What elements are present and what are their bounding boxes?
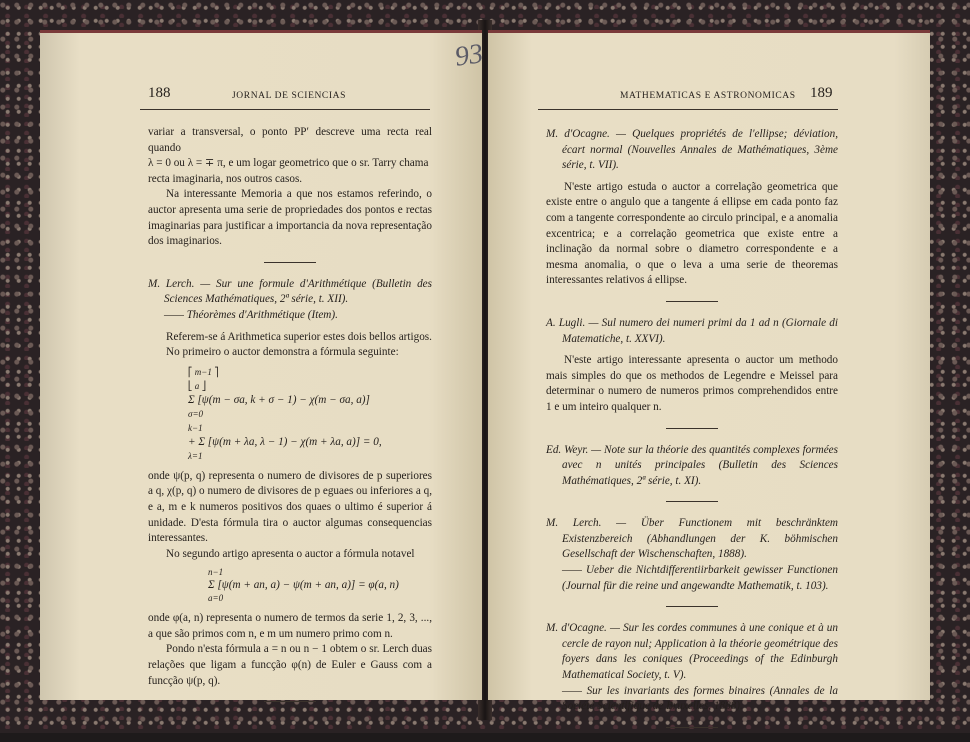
formula-1-line-4: σ=0 <box>188 408 204 419</box>
formula-lerch-2 <box>148 566 432 605</box>
lerch-2-reference: M. Lerch. — Über Functionem mit beschränktem Existenzbereich (Abhandlungen der K. böhmischen Gesellschaft der Wischenschaften, 1888). <box>546 517 838 561</box>
left-running-head: JORNAL DE SCIENCIAS <box>232 91 346 101</box>
lerch-reference: M. Lerch. — Sur une formule d'Arithmétique (Bulletin des Sciences Mathématiques, 2ª série, t. XII). <box>148 277 432 306</box>
formula-1-line-2: ⎣ a ⎦ <box>188 380 206 391</box>
intro-line-3: recta imaginaria, nos outros casos. <box>148 172 303 185</box>
formula-1-line-1: ⎡ m−1 ⎤ <box>188 366 219 377</box>
ocagne-1-reference: M. d'Ocagne. — Quelques propriétés de l'ellipse; déviation, écart normal (Nouvelles Annales de Mathématiques, 3ème série, t. VII). <box>546 128 838 172</box>
intro-paragraph: Na interessante Memoria a que nos estamos referindo, o auctor apresenta uma serie de propriedades dos pontos e rectas imaginarias para justificar a importancia da nova representação dos imaginarios. <box>148 188 432 248</box>
formula-1-line-6: + Σ [ψ(m + λa, λ − 1) − χ(m + λa, a)] = 0, <box>188 435 382 448</box>
right-running-head: MATHEMATICAS E ASTRONOMICAS <box>620 91 796 101</box>
left-page-number: 188 <box>148 85 171 101</box>
onde-paragraph: onde ψ(p, q) representa o numero de divisores de p superiores a q, χ(p, q) o numero de divisores de p eguaes ou inferiores a q, e a, m e k numeros positivos dos quaes o ultimo é superior á unidade. D'esta fórmula tira o auctor algumas consequencias interessantes. <box>148 469 432 545</box>
lugli-paragraph: N'este artigo interessante apresenta o auctor um methodo mais simples do que os methodos de Legendre e Meissel para determinar o numero de numeros primos comprehendidos entre 1 e um inteiro qualquer n. <box>546 354 838 413</box>
right-page-number: 189 <box>810 85 833 101</box>
formula-2-line-2: Σ [ψ(m + an, a) − ψ(m + an, a)] = φ(a, n) <box>208 579 399 592</box>
ocagne-2-reference-2: —— Sur les invariants des formes binaires (Annales de la Société Scientifique de Bruxelles, 1888). <box>562 684 838 713</box>
lugli-reference: A. Lugli. — Sul numero dei numeri primi da 1 ad n (Giornale di Matematiche, t. XXVI). <box>546 316 838 345</box>
left-page <box>40 30 482 700</box>
ocagne-1-paragraph: N'este artigo estuda o auctor a correlação geometrica que existe entre o angulo que a tangente á ellipse em cada ponto faz com a tangente correspondente ao circulo principal, e a anomalia excentrica; e a correlação geometrica que existe entre a inclinação da normal sobre o diametro correspondente e a mesma anomalia, o que o leva a uma serie de theoremas interessantes relativos á ellipse. <box>546 180 838 287</box>
separator-rule <box>264 262 316 263</box>
lerch-paragraph-2: No primeiro o auctor demonstra a fórmula seguinte: <box>166 346 399 359</box>
separator-rule <box>666 501 718 502</box>
right-header-rule <box>538 109 838 110</box>
separator-rule <box>666 428 718 429</box>
handwritten-mark: 93 <box>452 38 485 73</box>
intro-line-2: λ = 0 ou λ = ∓ π, e um logar geometrico que o sr. Tarry chama <box>148 157 429 170</box>
formula-1-line-7: λ=1 <box>188 450 203 461</box>
separator-rule <box>666 606 718 607</box>
lerch-paragraph-1: Referem-se á Arithmetica superior estes dois bellos artigos. <box>166 330 432 343</box>
segundo-paragraph: No segundo artigo apresenta o auctor a fórmula notavel <box>166 547 415 560</box>
formula-1-line-3: Σ [ψ(m − σa, k + σ − 1) − χ(m − σa, a)] <box>188 393 370 406</box>
weyr-reference: Ed. Weyr. — Note sur la théorie des quantités complexes formées avec n unités principales (Bulletin des Sciences Mathématiques, 2ª série, t. XI). <box>546 443 838 487</box>
right-text-column <box>546 127 838 742</box>
separator-rule <box>264 701 316 702</box>
separator-rule <box>666 727 718 728</box>
right-page <box>488 30 930 713</box>
formula-2-line-3: a=0 <box>208 593 224 604</box>
formula-lerch-1 <box>148 365 432 463</box>
intro-line-1: variar a transversal, o ponto PP′ descreve uma recta real quando <box>148 126 432 154</box>
separator-rule <box>666 301 718 302</box>
lerch-reference-2: —— Théorèmes d'Arithmétique (Item). <box>164 308 338 321</box>
formula-1-line-5: k−1 <box>188 422 203 433</box>
pondo-paragraph: Pondo n'esta fórmula a = n ou n − 1 obtem o sr. Lerch duas relações que ligam a funcção φ(n) de Euler e Gauss com a funcção ψ(p, q). <box>148 643 432 687</box>
left-text-column <box>148 125 432 716</box>
ocagne-2-reference: M. d'Ocagne. — Sur les cordes communes à une conique et à un cercle de rayon nul; Application à la théorie geométrique des foyers dans les coniques (Proceedings of the Edinburgh Mathematical Society, t. V). <box>546 622 838 682</box>
phi-paragraph: onde φ(a, n) representa o numero de termos da serie 1, 2, 3, ..., a que são primos com n, e m um numero primo com n. <box>148 612 432 640</box>
left-header-rule <box>140 109 430 110</box>
formula-2-line-1: n−1 <box>208 567 224 578</box>
lerch-2-reference-2: —— Ueber die Nichtdifferentiirbarkeit gewisser Functionen (Journal für die reine und angewandte Mathematik, t. 103). <box>562 564 838 592</box>
